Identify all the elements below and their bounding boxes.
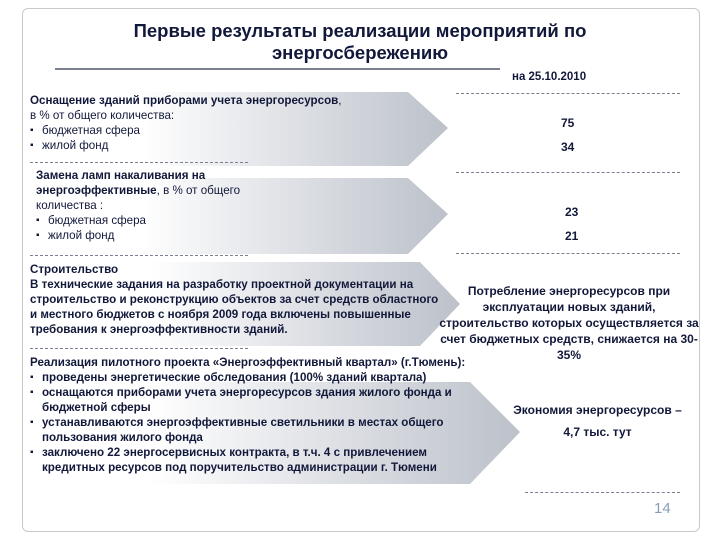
section-lamps	[36, 168, 276, 243]
section-construction-body: В технические задания на разработку проектной документации на строительство и реконструкцию объектов за счет средств областного и местного бюджетов с ноября 2009 года включены повышенные требования к энергоэффективности зданий.	[30, 278, 439, 336]
section-pilot-heading: Реализация пилотного проекта «Энергоэффективный квартал» (г.Тюмень):	[30, 356, 466, 369]
value-lamps-housing: 21	[565, 229, 579, 243]
value-meters-budget: 75	[561, 116, 575, 130]
slide-title: Первые результаты реализации мероприятий по энергосбережению	[133, 20, 587, 63]
bullet-item: ▪ оснащаются приборами учета энергоресурсов здания жилого фонда и бюджетной сферы	[30, 385, 480, 415]
divider-right-2	[456, 172, 680, 173]
divider-right-1	[456, 93, 680, 94]
title-underline	[55, 68, 500, 70]
bullet-item: ▪ устанавливаются энергоэффективные светильники в местах общего пользования жилого фонда	[30, 415, 480, 445]
divider-left-2	[30, 255, 248, 256]
divider-right-3	[456, 253, 680, 254]
section-construction-heading: Строительство	[30, 263, 119, 276]
bullet-item: ▪ жилой фонд	[36, 228, 276, 243]
bullet-item: ▪ бюджетная сфера	[36, 213, 276, 228]
bullet-item: ▪ бюджетная сфера	[30, 123, 350, 138]
date-label: на 25.10.2010	[512, 71, 587, 83]
page-number: 14	[654, 500, 671, 517]
bullet-item: ▪ жилой фонд	[30, 138, 350, 153]
section-meters	[30, 93, 350, 153]
construction-result: Потребление энергоресурсов при эксплуатации новых зданий, строительство которых осуществляется за счет бюджетных средств, снижается на 30-35%	[439, 284, 699, 362]
section-lamps-heading: Замена ламп накаливания на энергоэффективные, в % от общего количества :	[36, 169, 241, 212]
value-lamps-budget: 23	[565, 205, 579, 219]
value-meters-housing: 34	[561, 140, 575, 154]
bullet-item: ▪ проведены энергетические обследования (100% зданий квартала)	[30, 370, 480, 385]
section-pilot	[30, 355, 480, 475]
section-construction	[30, 262, 442, 337]
pilot-result-line1: Экономия энергоресурсов –	[513, 403, 682, 417]
divider-left-1	[30, 162, 248, 163]
pilot-result-line2: 4,7 тыс. тут	[563, 425, 632, 439]
divider-left-3	[30, 348, 248, 349]
divider-right-4	[525, 492, 680, 493]
section-meters-heading: Оснащение зданий приборами учета энергоресурсов, в % от общего количества:	[30, 94, 342, 122]
bullet-item: ▪ заключено 22 энергосервисных контракта, в т.ч. 4 с привлечением кредитных ресурсов под поручительство администрации г. Тюмени	[30, 445, 480, 475]
